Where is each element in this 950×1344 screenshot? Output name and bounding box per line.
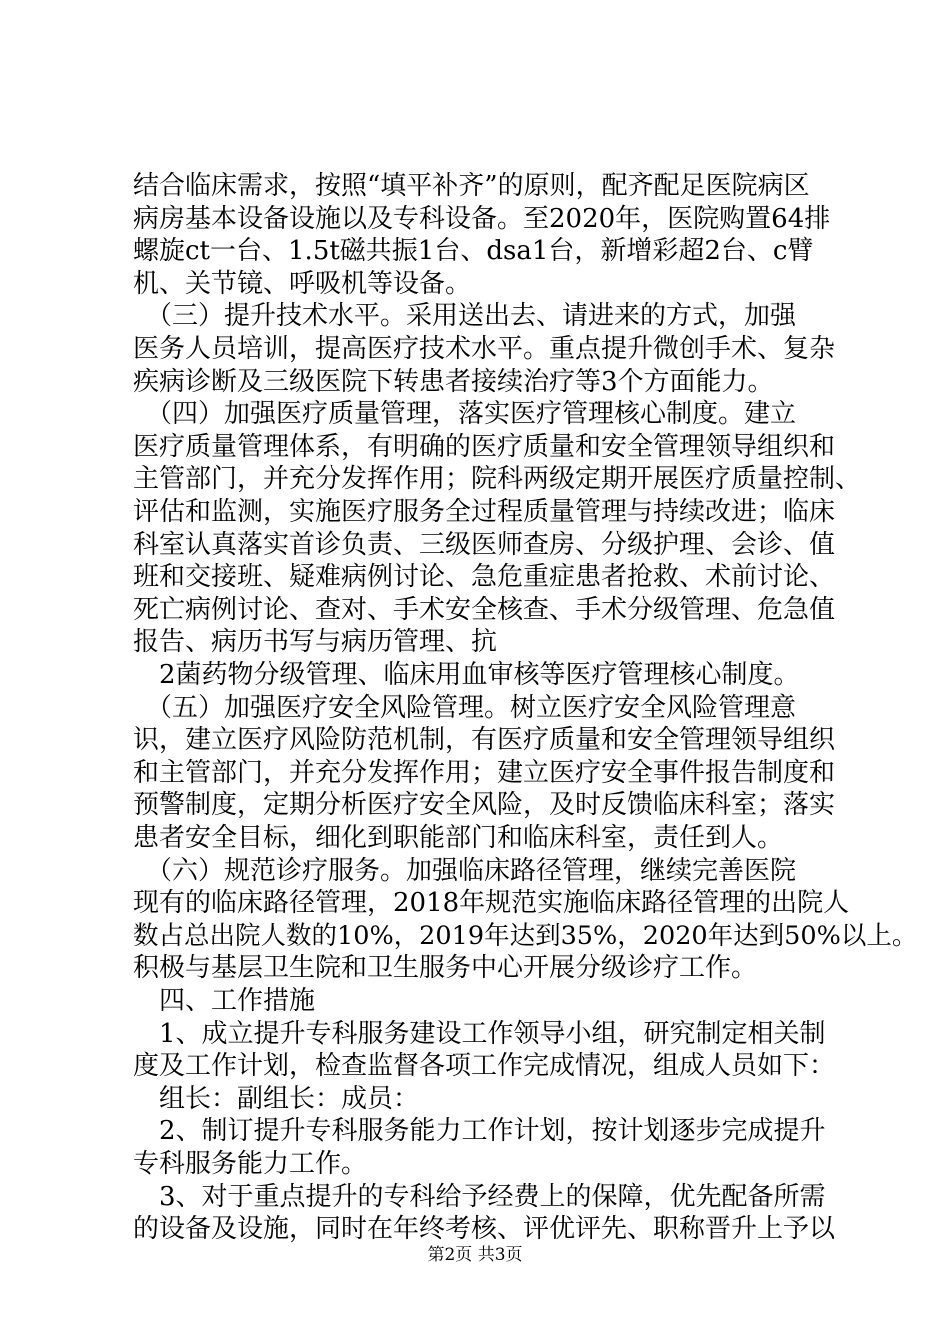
text-line: 预警制度，定期分析医疗安全风险，及时反馈临床科室；落实 bbox=[133, 790, 836, 820]
text-line: 结合临床需求，按照“填平补齐”的原则，配齐配足医院病区 bbox=[133, 171, 810, 201]
text-line: 疾病诊断及三级医院下转患者接续治疗等3个方面能力。 bbox=[133, 367, 774, 397]
text-line: 螺旋ct一台、1.5t磁共振1台、dsa1台，新增彩超2台、c臂 bbox=[133, 236, 814, 266]
text-line: 主管部门，并充分发挥作用；院科两级定期开展医疗质量控制、 bbox=[133, 464, 862, 494]
text-line: （六）规范诊疗服务。加强临床路径管理，继续完善医院 bbox=[133, 856, 797, 886]
text-line: （五）加强医疗安全风险管理。树立医疗安全风险管理意 bbox=[133, 693, 797, 723]
text-line: （三）提升技术水平。采用送出去、请进来的方式，加强 bbox=[133, 301, 797, 331]
text-line: 报告、病历书写与病历管理、抗 bbox=[133, 627, 498, 657]
text-line: 病房基本设备设施以及专科设备。至2020年，医院购置64排 bbox=[133, 204, 831, 234]
text-line: 死亡病例讨论、查对、手术安全核查、手术分级管理、危急值 bbox=[133, 595, 836, 625]
text-line: 数占总出院人数的10%，2019年达到35%，2020年达到50%以上。 bbox=[133, 921, 918, 951]
text-line: 科室认真落实首诊负责、三级医师查房、分级护理、会诊、值 bbox=[133, 530, 836, 560]
text-line: 2菌药物分级管理、临床用血审核等医疗管理核心制度。 bbox=[133, 660, 800, 690]
text-line: 和主管部门，并充分发挥作用；建立医疗安全事件报告制度和 bbox=[133, 758, 836, 788]
text-line: 机、关节镜、呼吸机等设备。 bbox=[133, 269, 472, 299]
text-line: 专科服务能力工作。 bbox=[133, 1149, 368, 1179]
text-line: 1、成立提升专科服务建设工作领导小组，研究制定相关制 bbox=[133, 1019, 826, 1049]
text-line: （四）加强医疗质量管理，落实医疗管理核心制度。建立 bbox=[133, 399, 797, 429]
text-line: 的设备及设施，同时在年终考核、评优评先、职称晋升上予以 bbox=[133, 1214, 836, 1244]
text-line: 现有的临床路径管理，2018年规范实施临床路径管理的出院人 bbox=[133, 888, 850, 918]
text-line: 组长：副组长：成员： bbox=[133, 1084, 420, 1114]
text-line: 识，建立医疗风险防范机制，有医疗质量和安全管理领导组织 bbox=[133, 725, 836, 755]
text-line: 2、制订提升专科服务能力工作计划，按计划逐步完成提升 bbox=[133, 1116, 826, 1146]
text-line: 医疗质量管理体系，有明确的医疗质量和安全管理领导组织和 bbox=[133, 432, 836, 462]
text-line: 班和交接班、疑难病例讨论、急危重症患者抢救、术前讨论、 bbox=[133, 562, 836, 592]
text-line: 四、工作措施 bbox=[133, 986, 316, 1016]
text-line: 患者安全目标，细化到职能部门和临床科室，责任到人。 bbox=[133, 823, 784, 853]
page-footer: 第2页 共3页 bbox=[427, 1245, 523, 1265]
text-line: 评估和监测，实施医疗服务全过程质量管理与持续改进；临床 bbox=[133, 497, 836, 527]
text-line: 3、对于重点提升的专科给予经费上的保障，优先配备所需 bbox=[133, 1182, 826, 1212]
text-line: 度及工作计划，检查监督各项工作完成情况，组成人员如下： bbox=[133, 1051, 836, 1081]
text-line: 医务人员培训，提高医疗技术水平。重点提升微创手术、复杂 bbox=[133, 334, 836, 364]
text-line: 积极与基层卫生院和卫生服务中心开展分级诊疗工作。 bbox=[133, 953, 758, 983]
